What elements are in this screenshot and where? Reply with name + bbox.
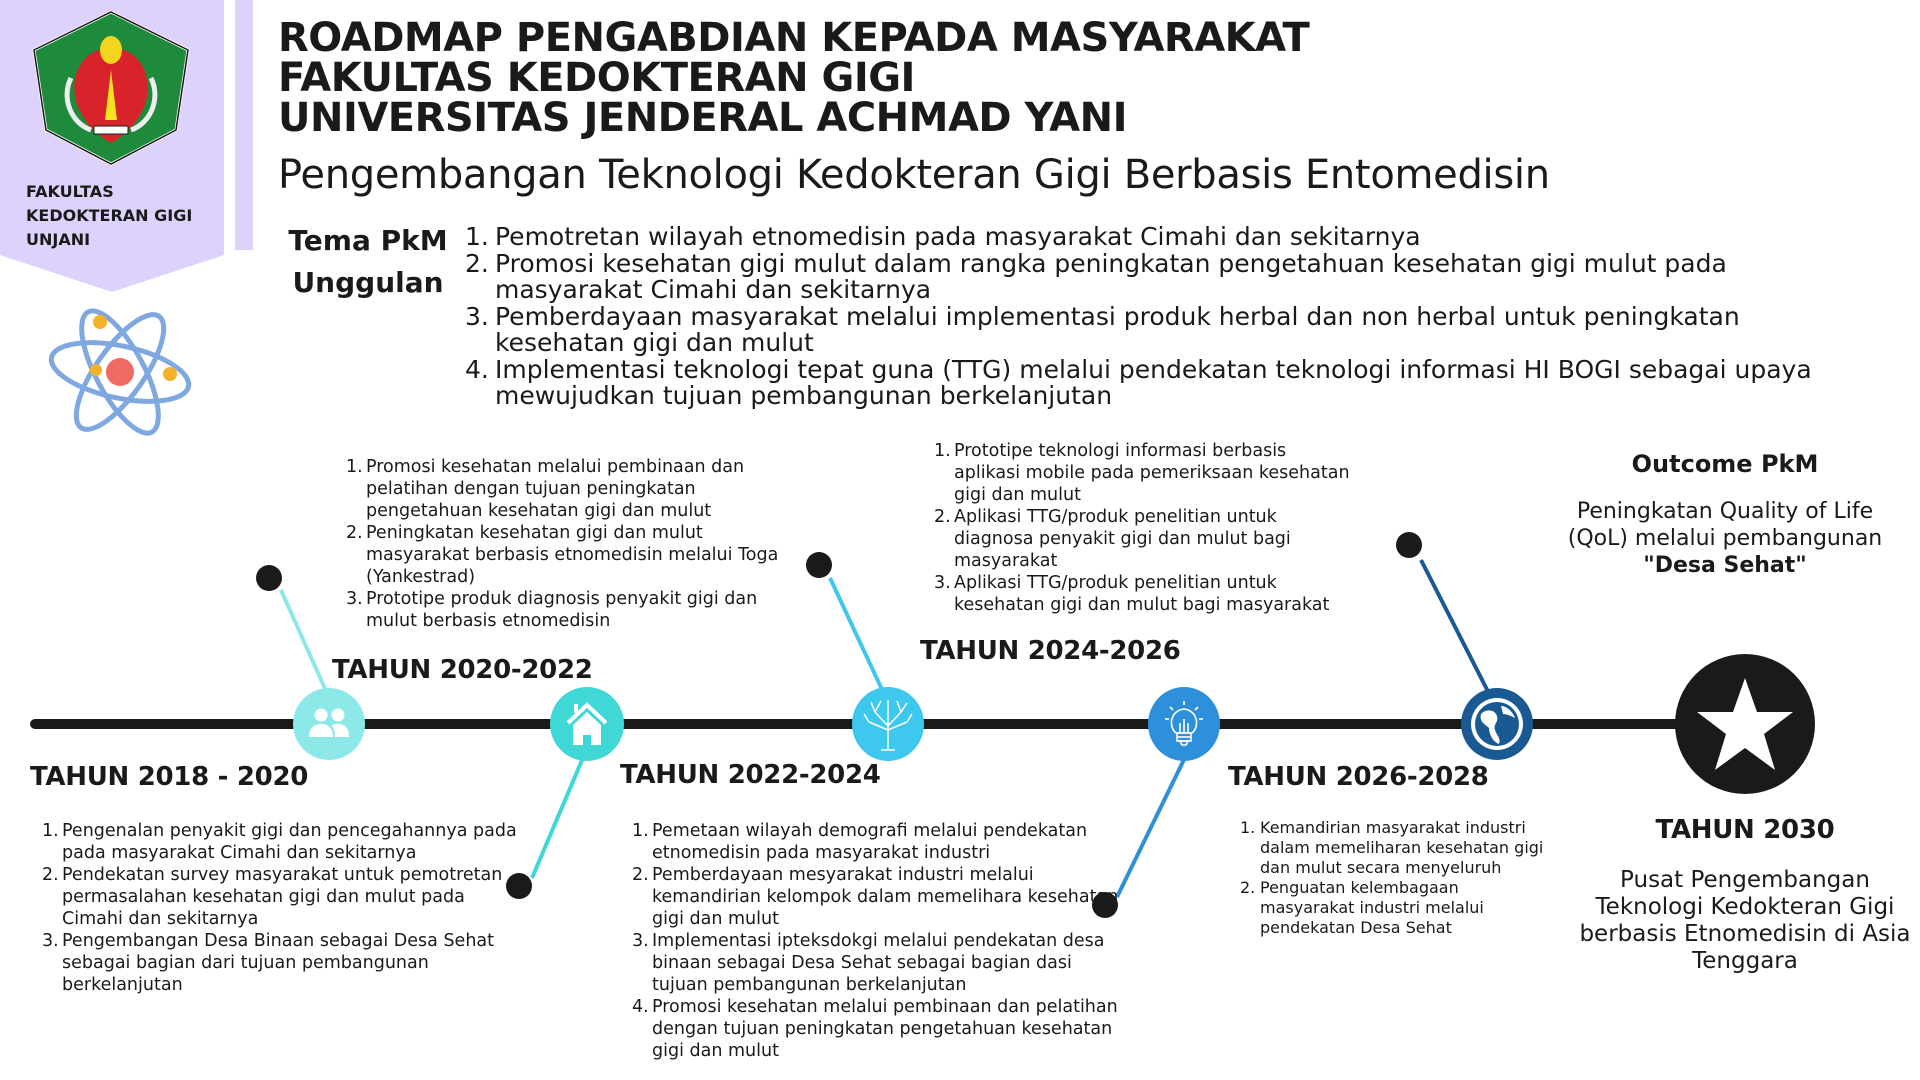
- list-item: 2. Pemberdayaan mesyarakat industri melalui kemandirian kelompok dalam memelihara kesehatan gigi dan mulut: [632, 865, 1119, 929]
- title-line: FAKULTAS KEDOKTERAN GIGI: [278, 55, 915, 101]
- final-panel: [1570, 815, 1920, 975]
- timeline-dot: [256, 565, 282, 591]
- phase-items-2026: [1240, 818, 1550, 938]
- faculty-line: FAKULTAS: [26, 182, 114, 201]
- node-people: [293, 688, 365, 760]
- node-bulb: [1148, 687, 1220, 761]
- lightbulb-icon: [1161, 699, 1207, 749]
- list-item: 1. Pemetaan wilayah demografi melalui pendekatan etnomedisin pada masyarakat industri: [632, 821, 1088, 863]
- tema-item: 1. Pemotretan wilayah etnomedisin pada masyarakat Cimahi dan sekitarnya: [465, 222, 1421, 251]
- connector-2026: [1419, 559, 1490, 693]
- list-item: 3. Pengembangan Desa Binaan sebagai Desa Sehat sebagai bagian dari tujuan pembangunan berkelanjutan: [42, 931, 494, 995]
- list-item: 4. Promosi kesehatan melalui pembinaan dan pelatihan dengan tujuan peningkatan pengetahuan kesehatan gigi dan mulut: [632, 997, 1118, 1061]
- year-2024-2026: TAHUN 2024-2026: [920, 636, 1181, 666]
- year-2020-2022: TAHUN 2020-2022: [332, 655, 593, 685]
- list-item: 1. Kemandirian masyarakat industri dalam memeliharan kesehatan gigi dan mulut secara menyeluruh: [1240, 818, 1544, 877]
- phase-items-2018: [42, 820, 522, 996]
- outcome-highlight: "Desa Sehat": [1643, 553, 1807, 578]
- tema-item: 2. Promosi kesehatan gigi mulut dalam rangka peningkatan pengetahuan kesehatan gigi mulut pada masyarakat Cimahi dan sekitarnya: [465, 248, 1727, 304]
- connector-2018: [279, 589, 329, 694]
- outcome-title: Outcome PkM: [1631, 450, 1819, 478]
- timeline-dot: [1396, 532, 1422, 558]
- tema-label-line: Tema PkM: [288, 224, 448, 257]
- year-2026-2028: TAHUN 2026-2028: [1228, 762, 1489, 792]
- tema-list: [465, 224, 1865, 410]
- list-item: 2. Pendekatan survey masyarakat untuk pemotretan permasalahan kesehatan gigi dan mulut pada Cimahi dan sekitarnya: [42, 865, 503, 929]
- globe-icon: [1467, 694, 1527, 754]
- list-item: 3. Prototipe produk diagnosis penyakit gigi dan mulut berbasis etnomedisin: [346, 589, 758, 631]
- timeline-dot: [806, 552, 832, 578]
- connector-2022: [828, 577, 885, 693]
- accent-bar: [235, 0, 253, 250]
- atom-icon: [40, 300, 200, 440]
- phase-items-2024: [934, 440, 1354, 616]
- list-item: 1. Promosi kesehatan melalui pembinaan dan pelatihan dengan tujuan peningkatan pengetahuan kesehatan gigi dan mulut: [346, 457, 745, 521]
- list-item: 2. Penguatan kelembagaan masyarakat industri melalui pendekatan Desa Sehat: [1240, 878, 1484, 937]
- page-title: [278, 15, 1310, 141]
- house-icon: [565, 701, 609, 747]
- tema-item: 3. Pemberdayaan masyarakat melalui implementasi produk herbal dan non herbal untuk peningkatan kesehatan gigi dan mulut: [465, 301, 1740, 357]
- faculty-line: KEDOKTERAN GIGI: [26, 206, 193, 225]
- tema-label-line: Unggulan: [292, 266, 444, 299]
- tree-icon: [861, 696, 915, 752]
- year-2022-2024: TAHUN 2022-2024: [620, 760, 881, 790]
- list-item: 3. Implementasi ipteksdokgi melalui pendekatan desa binaan sebagai Desa Sehat sebagai bagian dasi tujuan pembangunan berkelanjutan: [632, 931, 1105, 995]
- year-2018-2020: TAHUN 2018 - 2020: [30, 762, 309, 792]
- star-icon: [1695, 674, 1795, 774]
- node-globe: [1461, 688, 1533, 760]
- node-house: [550, 687, 624, 761]
- people-icon: [307, 707, 351, 741]
- university-logo: [26, 8, 196, 168]
- outcome-panel: [1530, 450, 1920, 579]
- list-item: 2. Peningkatan kesehatan gigi dan mulut masyarakat berbasis etnomedisin melalui Toga (Yankestrad): [346, 523, 779, 587]
- faculty-name: [26, 180, 216, 252]
- node-tree: [852, 687, 924, 761]
- list-item: 1. Pengenalan penyakit gigi dan pencegahannya pada pada masyarakat Cimahi dan sekitarnya: [42, 821, 517, 863]
- phase-items-2022: [632, 820, 1132, 1062]
- final-text: Pusat Pengembangan Teknologi Kedokteran Gigi berbasis Etnomedisin di Asia Tenggara: [1579, 867, 1911, 974]
- title-line: UNIVERSITAS JENDERAL ACHMAD YANI: [278, 95, 1127, 141]
- node-star: [1675, 654, 1815, 794]
- page-subtitle: Pengembangan Teknologi Kedokteran Gigi Berbasis Entomedisin: [278, 152, 1550, 198]
- faculty-line: UNJANI: [26, 230, 91, 249]
- connector-2020: [530, 758, 584, 879]
- list-item: 2. Aplikasi TTG/produk penelitian untuk diagnosa penyakit gigi dan mulut bagi masyarakat: [934, 507, 1291, 571]
- title-line: ROADMAP PENGABDIAN KEPADA MASYARAKAT: [278, 15, 1310, 61]
- list-item: 1. Prototipe teknologi informasi berbasis aplikasi mobile pada pemeriksaan kesehatan gigi dan mulut: [934, 441, 1350, 505]
- outcome-text: Peningkatan Quality of Life (QoL) melalui pembangunan: [1567, 499, 1883, 551]
- year-2030: TAHUN 2030: [1655, 815, 1835, 845]
- tema-item: 4. Implementasi teknologi tepat guna (TTG) melalui pendekatan teknologi informasi HI BOGI sebagai upaya mewujudkan tujuan pembangunan berkelanjutan: [465, 354, 1812, 410]
- list-item: 3. Aplikasi TTG/produk penelitian untuk kesehatan gigi dan mulut bagi masyarakat: [934, 573, 1330, 615]
- phase-items-2020: [346, 456, 796, 632]
- tema-label: [278, 220, 458, 304]
